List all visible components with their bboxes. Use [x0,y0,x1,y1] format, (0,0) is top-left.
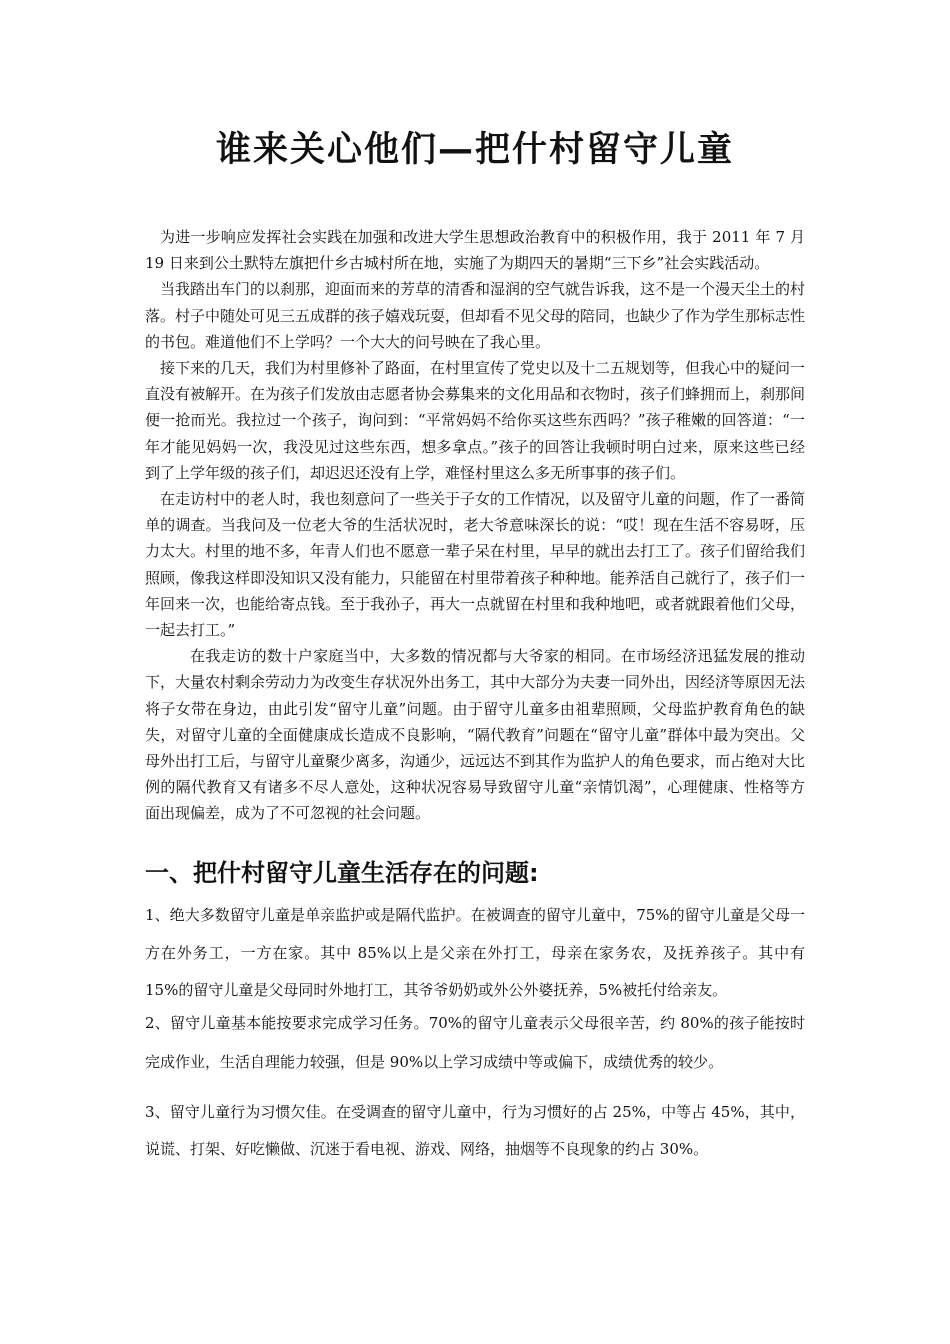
paragraph: 接下来的几天，我们为村里修补了路面，在村里宣传了党史以及十二五规划等，但我心中的疑问一直没有被解开。在为孩子们发放由志愿者协会募集来的文化用品和衣物时，孩子们蜂拥而上，刹那间便一抢而光。我拉过一个孩子，询问到：“平常妈妈不给你买这些东西吗？”孩子稚嫩的回答道：“一年才能见妈妈一次，我没见过这些东西，想多拿点。”孩子的回答让我顿时明白过来，原来这些已经到了上学年级的孩子们，却迟迟还没有上学，难怪村里这么多无所事事的孩子们。 [145,359,806,482]
document-title: 谁来关心他们—把什村留守儿童 [215,130,734,170]
list-item: 3、留守儿童行为习惯欠佳。在受调查的留守儿童中，行为习惯好的占 25%，中等占 45%，其中，说谎、打架、好吃懒做、沉迷于看电视、游戏、网络，抽烟等不良现象的约占 30%。 [145,1103,805,1158]
paragraph: 为进一步响应发挥社会实践在加强和改进大学生思想政治教育中的积极作用，我于 2011 年 7 月 19 日来到公土默特左旗把什乡古城村所在地，实施了为期四天的暑期“三下乡”社会实践活动。 [145,228,805,273]
section-heading: 一、把什村留守儿童生活存在的问题: [145,859,539,887]
paragraph: 当我踏出车门的以刹那，迎面而来的芳草的清香和湿润的空气就告诉我，这不是一个漫天尘土的村落。村子中随处可见三五成群的孩子嬉戏玩耍，但却看不见父母的陪同，也缺少了作为学生那标志性的书包。难道他们不上学吗？一个大大的问号映在了我心里。 [145,280,806,351]
paragraph: 在我走访的数十户家庭当中，大多数的情况都与大爷家的相同。在市场经济迅猛发展的推动下，大量农村剩余劳动力为改变生存状况外出务工，其中大部分为夫妻一同外出，因经济等原因无法将子女带在身边，由此引发“留守儿童”问题。由于留守儿童多由祖辈照顾，父母监护教育角色的缺失，对留守儿童的全面健康成长造成不良影响，“隔代教育”问题在“留守儿童”群体中最为突出。父母外出打工后，与留守儿童聚少离多，沟通少，远远达不到其作为监护人的角色要求，而占绝对大比例的隔代教育又有诸多不尽人意处，这种状况容易导致留守儿童“亲情饥渴”，心理健康、性格等方面出现偏差，成为了不可忽视的社会问题。 [145,647,806,823]
paragraph: 在走访村中的老人时，我也刻意问了一些关于子女的工作情况，以及留守儿童的问题，作了一番简单的调查。当我问及一位老大爷的生活状况时，老大爷意味深长的说：“哎！现在生活不容易呀，压力太大。村里的地不多，年青人们也不愿意一辈子呆在村里，早早的就出去打工了。孩子们留给我们照顾，像我这样即没知识又没有能力，只能留在村里带着孩子种种地。能养活自己就行了，孩子们一年回来一次，也能给寄点钱。至于我孙子，再大一点就留在村里和我种地吧，或者就跟着他们父母，一起去打工。” [145,490,806,640]
list-item: 1、绝大多数留守儿童是单亲监护或是隔代监护。在被调查的留守儿童中，75%的留守儿童是父母一方在外务工，一方在家。其中 85%以上是父亲在外打工，母亲在家务农，及抚养孩子。其中有 15%的留守儿童是父母同时外地打工，其爷爷奶奶或外公外婆抚养，5%被托付给亲友。 [145,906,805,999]
intro-body [145,224,805,827]
list-item: 2、留守儿童基本能按要求完成学习任务。70%的留守儿童表示父母很辛苦，约 80%的孩子能按时完成作业，生活自理能力较强，但是 90%以上学习成绩中等或偏下，成绩优秀的较少。 [145,1014,805,1071]
